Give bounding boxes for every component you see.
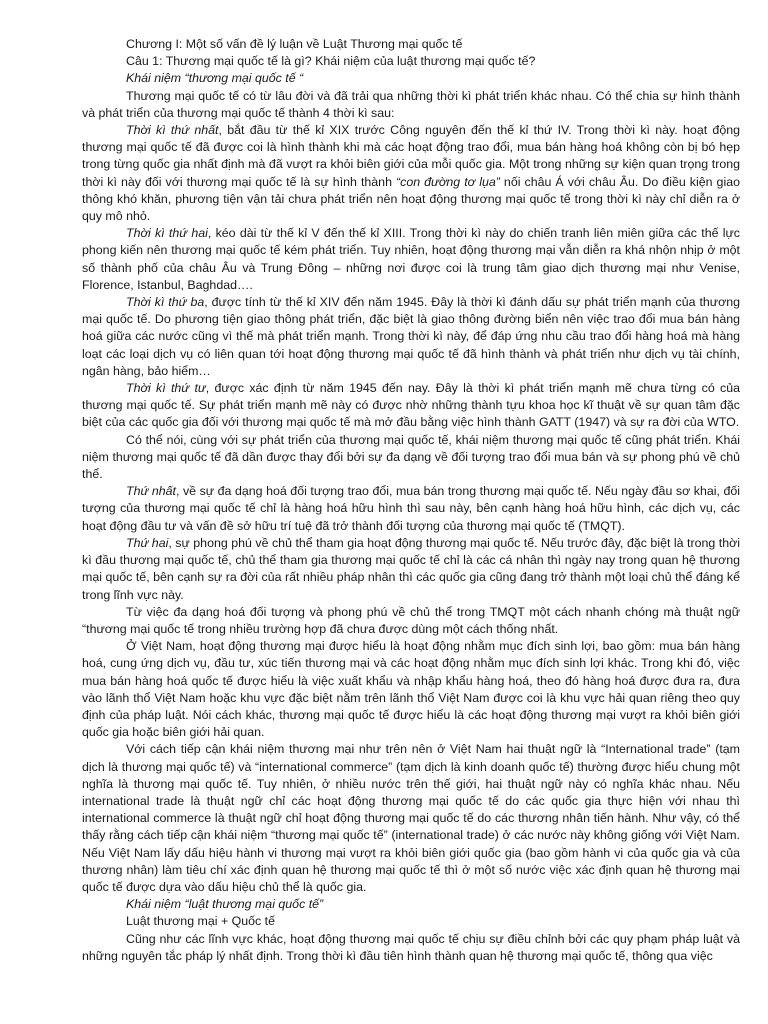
paragraph-second-point bbox=[82, 535, 740, 604]
paragraph-period-1 bbox=[82, 122, 740, 225]
silk-road-quote: “con đường tơ lụa” bbox=[396, 174, 500, 189]
paragraph-period-2 bbox=[82, 225, 740, 294]
paragraph-intro: Thương mại quốc tế có từ lâu đời và đã trải qua những thời kì phát triển khác nhau. Có thể chia sự hình thành và phát triển của thương mại quốc tế thành 4 thời kì sau: bbox=[82, 88, 740, 120]
concept-heading-trade: Khái niệm “thương mại quốc tế “ bbox=[126, 71, 304, 86]
paragraph-concept-evolution: Có thể nói, cùng với sự phát triển của thương mại quốc tế, khái niệm thương mại quốc tế cũng phát triển. Khái niệm thương mại quốc tế đã dần được thay đổi bởi sự đa dạng về đối tượng trao đổi mua bán và sự phong phú về chủ thể. bbox=[82, 432, 740, 482]
second-point-text: , sự phong phú về chủ thể tham gia hoạt động thương mại quốc tế. Nếu trước đây, đặc biệt là trong thời kì đầu thương mại quốc tế, chủ thể tham gia thương mại quốc tế chỉ là các cá nhân thì ngày nay trong quan hệ thương mại quốc tế, bên cạnh sự ra đời của rất nhiều pháp nhân thì các quốc gia cũng đang trở thành một loại chủ thể đáng kể trong lĩnh vực này. bbox=[82, 535, 740, 602]
second-point-label: Thứ hai bbox=[126, 535, 169, 550]
period-2-text: , kéo dài từ thế kỉ V đến thế kỉ XIII. Trong thời kì này do chiến tranh liên miên giữa các thế lực phong kiến nên thương mại quốc tế kém phát triển. Tuy nhiên, hoạt động thương mại vẫn diễn ra khá nhộn nhịp ở một số thành phố của châu Âu và Trung Đông – những nơi được coi là trung tâm giao dịch thương mại như Venise, Florence, Istanbul, Baghdad…. bbox=[82, 226, 740, 292]
paragraph-period-3 bbox=[82, 294, 740, 380]
paragraph-terminology: Từ việc đa dạng hoá đối tượng và phong phú về chủ thể trong TMQT một cách nhanh chóng mà thuật ngữ “thương mại quốc tế trong nhiều trường hợp đã chưa được dùng một cách thống nhất. bbox=[82, 604, 740, 636]
concept-heading-law: Khái niệm “luật thương mại quốc tế” bbox=[126, 897, 324, 912]
period-1-text-a: , bắt đầu từ thế kỉ XIX trước Công nguyên đến thế kỉ thứ IV. Trong thời kì này. hoạt động thương mại quốc tế đã được coi là hình thành khi mà các hoạt động trao đổi, mua bán hàng hoá không còn bị bó hẹp trong từng quốc gia nhất định mà đã vượt ra khỏi biên giới của mỗi quốc gia. Một trong những sự kiện quan trọng trong thời kì này đối với thương mại quốc tế là sự hình thành bbox=[82, 123, 740, 189]
first-point-label: Thứ nhất bbox=[126, 484, 176, 499]
period-1-text-b: nối châu Á với châu Âu. Do điều kiện giao thông khó khăn, phương tiện vận tải chưa phát triển nên hoạt động thương mại quốc tế trong thời kì này chỉ diễn ra ở quy mô nhỏ. bbox=[82, 174, 740, 224]
period-2-label: Thời kì thứ hai bbox=[126, 226, 208, 241]
paragraph-trade-vs-commerce: Với cách tiếp cận khái niệm thương mại như trên nên ở Việt Nam hai thuật ngữ là “International trade” (tạm dịch là thương mại quốc tế) và “international commerce” (tạm dịch là kinh doanh quốc tế) thường được hiểu chung một nghĩa là thương mại quốc tế. Tuy nhiên, ở nhiều nước trên thế giới, hai thuật ngữ này có nghĩa khác nhau. Nếu international trade là thuật ngữ chỉ các hoạt động thương mại quốc tế do các quốc gia thực hiện với nhau thì international commerce là thuật ngữ chỉ hoạt động thương mại quốc tế do các thương nhân tiến hành. Như vậy, có thể thấy rằng cách tiếp cận khái niệm “thương mại quốc tế” (international trade) ở các nước này không giống với Việt Nam. Nếu Việt Nam lấy dấu hiệu hành vi thương mại vượt ra khỏi biên giới quốc gia (bao gồm hành vi của quốc gia và của thương nhân) làm tiêu chí xác định quan hệ thương mại quốc tế thì ở một số nước việc xác định quan hệ thương mại quốc tế được dựa vào dấu hiệu chủ thể là quốc gia. bbox=[82, 742, 740, 894]
chapter-title: Chương I: Một số vấn đề lý luận về Luật Thương mại quốc tế bbox=[126, 37, 463, 51]
first-point-text: , về sự đa dạng hoá đối tượng trao đổi, mua bán trong thương mại quốc tế. Nếu ngày đầu sơ khai, đối tượng của thương mại quốc tế chỉ là hàng hoá hữu hình thì sau này, bên cạnh hàng hoá hữu hình, các dịch vụ, các hoạt động đầu tư và vấn đề sở hữu trí tuệ đã trở thành đối tượng của thương mại quốc tế (TMQT). bbox=[82, 484, 741, 533]
period-3-text: , được tính từ thế kỉ XIV đến năm 1945. Đây là thời kì đánh dấu sự phát triển mạnh của thương mại quốc tế. Do phương tiện giao thông phát triển, đặc biệt là giao thông đường biển nên việc trao đổi mua bán hàng hoá giữa các nước cũng vì thế mà phát triển mạnh. Trong thời kì này, để đáp ứng nhu cầu trao đổi hàng hoá mà hàng loạt các loại dịch vụ có liên quan tới hoạt động thương mại quốc tế đã hình thành và phát triển như dịch vụ tài chính, ngân hàng, bảo hiểm… bbox=[82, 295, 741, 378]
paragraph-vietnam-definition: Ở Việt Nam, hoạt động thương mại được hiểu là hoạt động nhằm mục đích sinh lợi, bao gồm: mua bán hàng hoá, cung ứng dịch vụ, đầu tư, xúc tiến thương mại và các hoạt động nhằm mục đích sinh lợi khác. Trong khi đó, việc mua bán hàng hoá quốc tế được hiểu là việc xuất khẩu và nhập khẩu hàng hoá, theo đó hàng hoá được đưa ra, đưa vào lãnh thổ Việt Nam hoặc khu vực đặc biệt nằm trên lãnh thổ Việt Nam được coi là khu vực hải quan riêng theo quy định của pháp luật. Nói cách khác, thương mại quốc tế được hiểu là các hoạt động thương mại vượt ra khỏi biên giới quốc gia hoặc biên giới hải quan. bbox=[82, 639, 740, 740]
period-4-label: Thời kì thứ tư bbox=[126, 381, 206, 396]
question-title: Câu 1: Thương mại quốc tế là gì? Khái niệm của luật thương mại quốc tế? bbox=[126, 54, 536, 69]
period-1-label: Thời kì thứ nhất bbox=[126, 123, 219, 138]
paragraph-period-4 bbox=[82, 380, 740, 432]
period-4-text: , được xác định từ năm 1945 đến nay. Đây là thời kì phát triển mạnh mẽ chưa từng có của thương mại quốc tế. Sự phát triển mạnh mẽ này có được nhờ những thành tựu khoa học kĩ thuật về sự quan tâm đặc biệt của các quốc gia đối với thương mại quốc tế mà mở đầu bằng việc hình thành GATT (1947) và sự ra đời của WTO. bbox=[82, 381, 740, 430]
period-3-label: Thời kì thứ ba bbox=[126, 295, 205, 310]
formula-line: Luật thương mại + Quốc tế bbox=[126, 914, 276, 929]
paragraph-first-point bbox=[82, 483, 740, 535]
paragraph-law-regulation: Cũng như các lĩnh vực khác, hoạt động thương mại quốc tế chịu sự điều chỉnh bởi các quy phạm pháp luật và những nguyên tắc pháp lý nhất định. Trong thời kì đầu tiên hình thành quan hệ thương mại quốc tế, thông qua việc bbox=[82, 931, 740, 963]
